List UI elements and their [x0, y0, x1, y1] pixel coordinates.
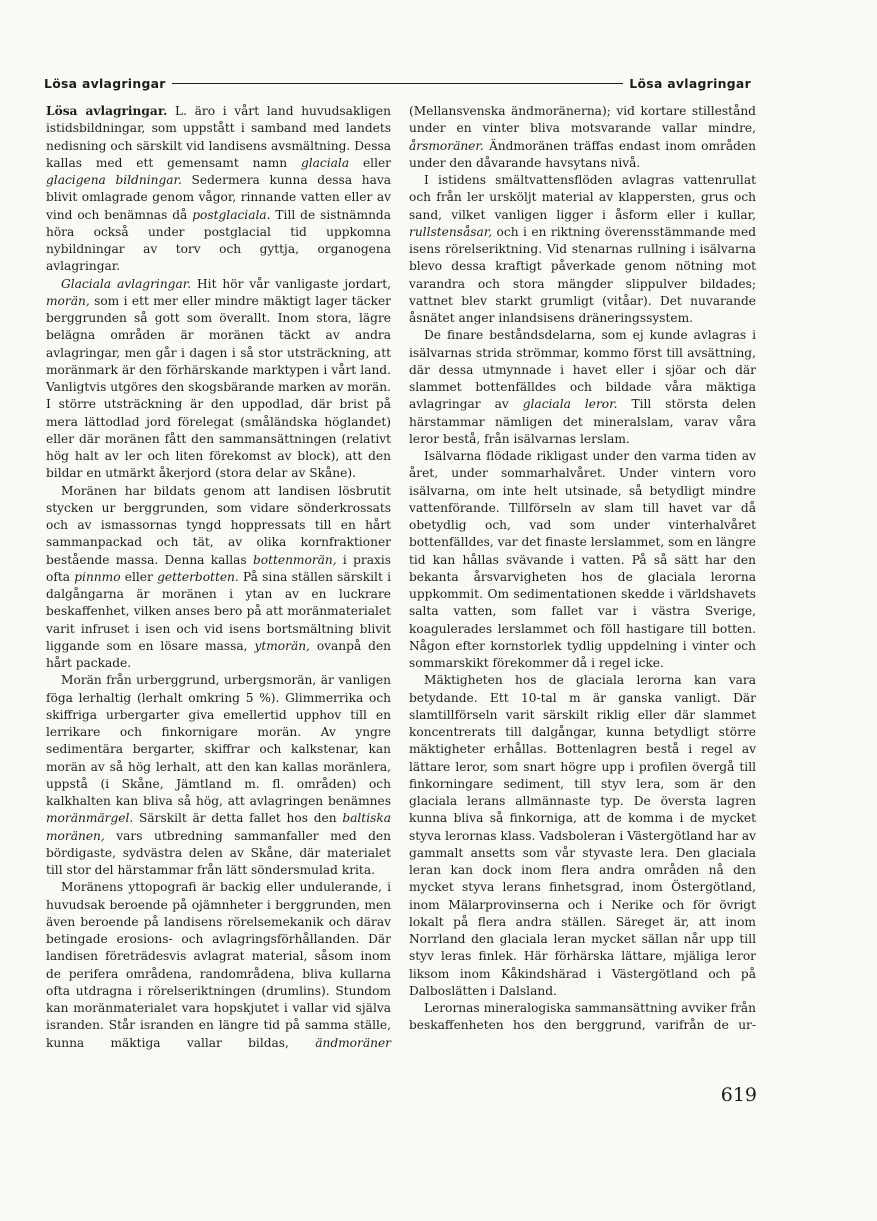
text-run: I istidens smältvattensflöden avlagras vattenrullat och från ler ursköljt material av klappersten, grus och sand, vilket vanligen ligger i åsform eller i kullar, — [409, 173, 756, 222]
paragraph-moranen — [46, 483, 391, 673]
text-run: (Mellansvenska ändmoränerna); vid kortare stillestånd under en vinter bliva motsvarande vallar mindre, — [409, 104, 756, 136]
text-run: Hit hör vår vanligaste jordart, — [191, 276, 392, 291]
paragraph-intro — [46, 103, 391, 276]
running-head-right-title: Lösa avlagringar — [629, 75, 751, 91]
paragraph-urbergsmoran — [46, 672, 391, 879]
italic-term: morän, — [46, 293, 90, 308]
paragraph-isalvarna: Isälvarna flödade rikligast under den varma tiden av året, under sommarhalvåret. Under vintern voro isälvarna, om inte helt utsinade, så betydligt mindre vattenförande. Tillförseln av slam till havet var då obetydlig och, vad som under vinterhalvåret bottenfälldes, var det finaste lerslammet, som en längre tid kan hållas svävande i vatten. På så sätt har den bekanta årsvarvigheten hos de glaciala lerorna uppkommit. Om sedimentationen skedde i världshavets salta vatten, som fallet var i västra Sverige, koagulerades lerslammet och föll hastigare till botten. Någon efter kornstorlek tydlig uppdelning i vinter och sommarskikt förekommer då i regel icke. — [409, 449, 756, 670]
italic-term: årsmoräner. — [409, 138, 484, 153]
running-head-left-title: Lösa avlagringar — [44, 75, 166, 91]
running-head-rule — [172, 83, 624, 84]
text-run: eller — [349, 155, 391, 170]
paragraph-mineralogiska: Lerornas mineralogiska sammansättning avviker från beskaffenheten hos den berggrund, varifrån de ur- — [409, 1001, 756, 1033]
text-run: Moränens yttopografi är backig eller undulerande, i huvudsak beroende på ojämnheter i berggrunden, men även beroende på landisens rörelsemekanik och därav betingade erosions- och avlagringsförhållanden. Där landisen företrädesvis avlagrat material, såsom inom de perifera områdena, randområdena, bliva kullarna ofta utdragna i rörelseriktningen (drumlins). Stundom kan moränmaterialet vara hopskjutet i vallar vid själva isranden. Står isranden en längre tid på samma ställe, kunna mäktiga vallar bildas, — [46, 880, 391, 1050]
italic-term: baltiska moränen, — [46, 811, 391, 843]
entry-headword: Lösa avlagringar. — [46, 104, 168, 118]
paragraph-glaciala — [46, 276, 391, 483]
italic-term: ytmorän, — [254, 638, 310, 653]
text-run: Morän från urberggrund, urbergsmorän, är vanligen föga lerhaltig (lerhalt omkring 5 %). Glimmerrika och skiffriga urbergarter giva emellertid upphov till en lerrikare och finkornigare morän. Av yngre sedimentära bergarter, skiffrar och kalkstenar, kan morän av så hög lerhalt, att den kan kallas moränlera, uppstå (i Skåne, Jämtland m. fl. områden) och kalkhalten kan bliva så hög, att avlagringen benämnes — [46, 673, 391, 808]
text-run: De finare beståndsdelarna, som ej kunde avlagras i isälvarnas strida strömmar, kommo först till avsättning, där dessa utmynnade i havet eller i sjöar och där slammet bottenfälldes och bildade våra mäktiga avlagringar av — [409, 328, 756, 412]
paragraph-maktigheten: Mäktigheten hos de glaciala lerorna kan vara betydande. Ett 10-tal m är ganska vanligt. Där slamtillförseln varit särskilt riklig eller där slammet koncentrerats till dalgångar, kunna betydligt större mäktigheter erhållas. Bottenlagren bestå i regel av lättare leror, som snart högre upp i profilen övergå till finkorningare sediment, till styv lera, som är den glaciala lerans allmännaste typ. De översta lagren kunna bliva så finkorniga, att de komma i de mycket styva lerornas klass. Vadsboleran i Västergötland har av gammalt ansetts som vår styvaste lera. Den glaciala leran kan dock inom flera andra områden nå den mycket styva lerans finhetsgrad, inom Östergötland, inom Mälarprovinserna och i Nerike och för övrigt lokalt på flera andra ställen. Säreget är, att inom Norrland den glaciala leran mycket sällan når upp till styv leras finlek. Här förhärska lättare, mjäliga leror liksom inom Kåkindshärad i Västergötland och på Dalboslätten i Dalsland. — [409, 673, 756, 998]
paragraph-yttopografi — [46, 879, 391, 1052]
text-run: ovanpå den hårt packade. — [46, 638, 391, 670]
italic-term: ändmoräner — [315, 1035, 391, 1050]
text-run: På sina ställen särskilt i dalgångarna är moränen i ytan av en luckrare beskaffenhet, vilken anses bero på att moränmaterialet varit infruset i isen och vid isens bortsmältning blivit liggande som en lösare massa, — [46, 569, 391, 653]
text-run: och i en riktning överensstämmande med isens rörelseriktning. Vid stenarnas rullning i isälvarna blevo dessa kraftigt påverkade genom nötning mot varandra och stora mängder slippulver bildades; vattnet blev starkt grumligt (vitåar). Det nuvarande åsnätet anger inlandsisens dräneringssystem. — [409, 224, 756, 325]
italic-term: getterbotten. — [157, 569, 239, 584]
italic-subhead: Glaciala avlagringar. — [61, 276, 192, 291]
right-column — [409, 103, 756, 1035]
text-run: Moränen har bildats genom att landisen lösbrutit stycken ur berggrunden, som vidare sönderkrossats och av ismassornas tyngd hoppressats till en hårt sammanpackad och tät, av olika kornfraktioner bestående massa. Denna kallas — [46, 483, 391, 567]
paragraph-continued — [409, 103, 756, 172]
page-number: 619 — [720, 1084, 757, 1106]
text-run: vars utbredning sammanfaller med den bördigaste, sydvästra delen av Skåne, där materialet till stor del härstammar från lätt söndersmulad krita. — [46, 828, 391, 877]
text-run: Till de sistnämnda höra också under postglacial tid uppkomna nybildningar av torv och gyttja, organogena avlagringar. — [46, 207, 391, 274]
italic-term: bottenmorän, — [252, 552, 337, 567]
italic-term: rullstensåsar, — [409, 224, 493, 239]
left-column — [46, 103, 391, 1052]
running-head — [44, 73, 751, 93]
italic-term: pinnmo — [74, 569, 121, 584]
italic-term: postglaciala. — [192, 207, 271, 222]
text-run: eller — [120, 569, 158, 584]
text-run: Ändmoränen träffas endast inom områden under den dåvarande havsytans nivå. — [409, 138, 756, 170]
text-run: Till största delen härstammar nämligen det mineralslam, varav våra leror bestå, från isälvarnas lerslam. — [409, 397, 756, 446]
text-run: L. äro i vårt land huvudsakligen istidsbildningar, som uppstått i samband med landets nedisning och särskilt vid landisens avsmältning. Dessa kallas med ett gemensamt namn — [46, 104, 391, 170]
text-run: Särskilt är detta fallet hos den — [133, 811, 343, 826]
paragraph-smaltvatten — [409, 172, 756, 327]
paragraph-finare — [409, 327, 756, 448]
italic-term: moränmärgel. — [46, 811, 134, 826]
italic-term: glaciala — [300, 155, 350, 170]
text-run: som i ett mer eller mindre mäktigt lager täcker berggrunden så gott som överallt. Inom stora, lägre belägna områden är moränen täckt av andra avlagringar, men går i dagen i så stor utsträckning, att moränmark är den förhärskande marktypen i vårt land. Vanligtvis utgöres den skogsbärande marken av morän. I större utsträckning är den uppodlad, där brist på mera lättodlad jord förelegat (småländska höglandet) eller där moränen fått den sammansättningen (relativt hög halt av ler och liten förekomst av block), att den bildar en utmärkt åkerjord (stora delar av Skåne). — [46, 293, 391, 481]
italic-term: glaciala leror. — [522, 397, 618, 412]
italic-term: glacigena bildningar. — [46, 173, 182, 187]
text-run: Sedermera kunna dessa hava blivit omlagrade genom vågor, rinnande vatten eller av vind och benämnas då — [46, 173, 391, 222]
text-run: i praxis ofta — [46, 552, 391, 584]
